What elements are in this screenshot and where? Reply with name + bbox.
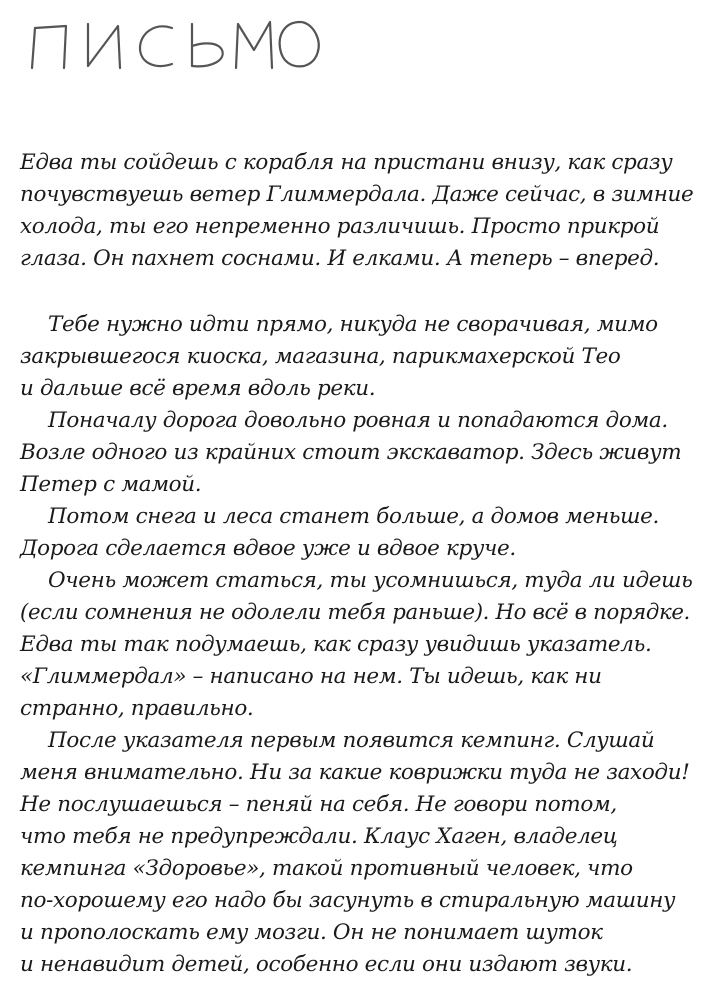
- text-line: меня внимательно. Ни за какие коврижки туда не заходи!: [20, 760, 690, 785]
- text-line: странно, правильно.: [20, 696, 254, 721]
- text-line: Петер с мамой.: [20, 472, 202, 497]
- text-line: закрывшегося киоска, магазина, парикмахерской Тео: [20, 344, 621, 369]
- text-line: Не послушаешься – пеняй на себя. Не говори потом,: [20, 792, 617, 817]
- text-line: почувствуешь ветер Глиммердала. Даже сейчас, в зимние: [20, 182, 694, 207]
- text-line: и дальше всё время вдоль реки.: [20, 376, 376, 401]
- handwritten-title-drawing: [26, 6, 326, 76]
- text-line: что тебя не предупреждали. Клаус Хаген, владелец: [20, 824, 618, 849]
- text-line: (если сомнения не одолели тебя раньше). Но всё в порядке.: [20, 600, 690, 625]
- handwritten-title: [26, 6, 326, 76]
- text-line: холода, ты его непременно различишь. Просто прикрой: [20, 214, 660, 239]
- text-line: Едва ты так подумаешь, как сразу увидишь указатель.: [20, 632, 652, 657]
- text-line: Очень может статься, ты усомнишься, туда ли идешь: [48, 568, 693, 593]
- text-line: Потом снега и леса станет больше, а домов меньше.: [48, 504, 660, 529]
- text-line: Дорога сделается вдвое уже и вдвое круче.: [20, 536, 516, 561]
- text-line: Тебе нужно идти прямо, никуда не сворачивая, мимо: [48, 312, 658, 337]
- text-line: После указателя первым появится кемпинг. Слушай: [48, 728, 655, 753]
- text-line: Едва ты сойдешь с корабля на пристани внизу, как сразу: [20, 150, 673, 175]
- text-line: по-хорошему его надо бы засунуть в стиральную машину: [20, 888, 676, 913]
- text-line: Поначалу дорога довольно ровная и попадаются дома.: [48, 408, 668, 433]
- text-line: и ненавидит детей, особенно если они издают звуки.: [20, 952, 633, 977]
- text-line: кемпинга «Здоровье», такой противный человек, что: [20, 856, 633, 881]
- text-line: и прополоскать ему мозги. Он не понимает шуток: [20, 920, 603, 945]
- text-line: «Глиммердал» – написано на нем. Ты идешь, как ни: [20, 664, 602, 689]
- text-line: Возле одного из крайних стоит экскаватор. Здесь живут: [20, 440, 682, 465]
- text-line: глаза. Он пахнет соснами. И елками. А теперь – вперед.: [20, 246, 660, 271]
